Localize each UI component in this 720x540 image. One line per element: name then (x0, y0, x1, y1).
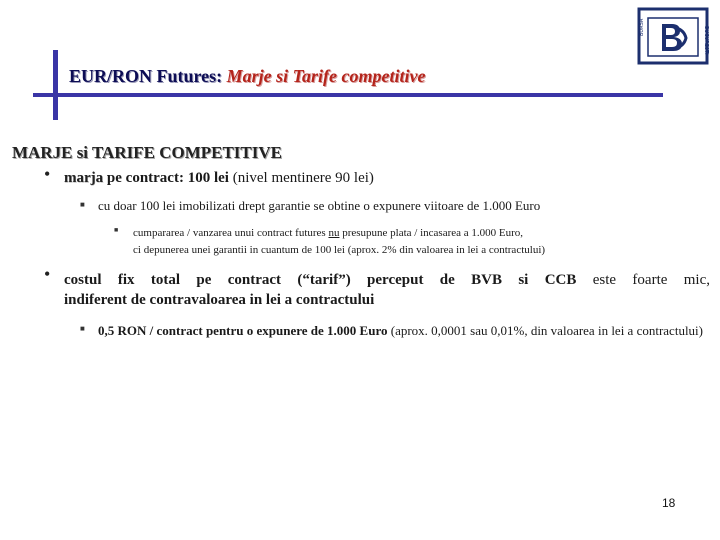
subsub-bullet-1 (133, 225, 545, 259)
bullet-2-line-2: indiferent de contravaloarea in lei a contractului (64, 292, 375, 308)
slide-title (69, 66, 425, 87)
sub-1-b: 100 lei (139, 198, 176, 213)
bullet-1-rest: (nivel mentinere 90 lei) (228, 170, 374, 186)
sub-2-bold: 0,5 RON / contract pentru o expunere de 1.000 Euro (98, 323, 388, 338)
sub-bullet-2 (98, 321, 710, 341)
bullet-1-bold: pe contract: 100 lei (103, 170, 229, 186)
title-vertical-rule (53, 50, 58, 120)
bullet-2-bold: costul fix total pe contract (“tarif”) perceput de BVB si CCB (64, 272, 577, 288)
bullet-2-line-1 (64, 270, 710, 290)
bullet-2-rest: este foarte mic, (576, 272, 710, 288)
bvb-logo (636, 6, 712, 68)
title-accent: Marje si Tarife competitive (226, 66, 426, 86)
bullet-1-label: marja (64, 170, 104, 186)
bvb-logo-icon (636, 6, 712, 68)
bullet-dot-1: • (44, 164, 51, 184)
sub-bullet-1-marker: ■ (80, 200, 85, 209)
svg-text:BUCURESTI: BUCURESTI (703, 26, 709, 55)
subsub-bullet-1-marker: ■ (114, 226, 119, 234)
sub-bullet-1 (98, 198, 540, 214)
section-heading: MARJE si TARIFE COMPETITIVE (12, 143, 282, 162)
sub-1-c: imobilizati drept garantie se obtine o expunere viitoare de 1.000 Euro (175, 198, 541, 213)
page-number: 18 (662, 496, 676, 510)
bullet-dot-2: • (44, 264, 51, 284)
title-main: EUR/RON Futures: (69, 66, 227, 86)
bullet-2 (64, 270, 710, 310)
sub-bullet-2-marker: ■ (80, 324, 85, 333)
sub-1-a: cu doar (98, 198, 140, 213)
subsub-1-underlined: nu (328, 227, 340, 239)
title-horizontal-rule (33, 93, 663, 97)
sub-2-rest: (aprox. 0,0001 sau 0,01%, din valoarea in lei a contractului) (387, 323, 703, 338)
subsub-1-line-1: cumpararea / vanzarea unui contract futures nu presupune plata / incasarea a 1.000 Euro, (133, 227, 524, 239)
subsub-1-line-2: ci depunerea unei garantii in cuantum de 100 lei (aprox. 2% din valoarea in lei a contractului) (133, 244, 546, 256)
bullet-1 (64, 170, 374, 187)
svg-text:BURSA: BURSA (639, 18, 645, 36)
